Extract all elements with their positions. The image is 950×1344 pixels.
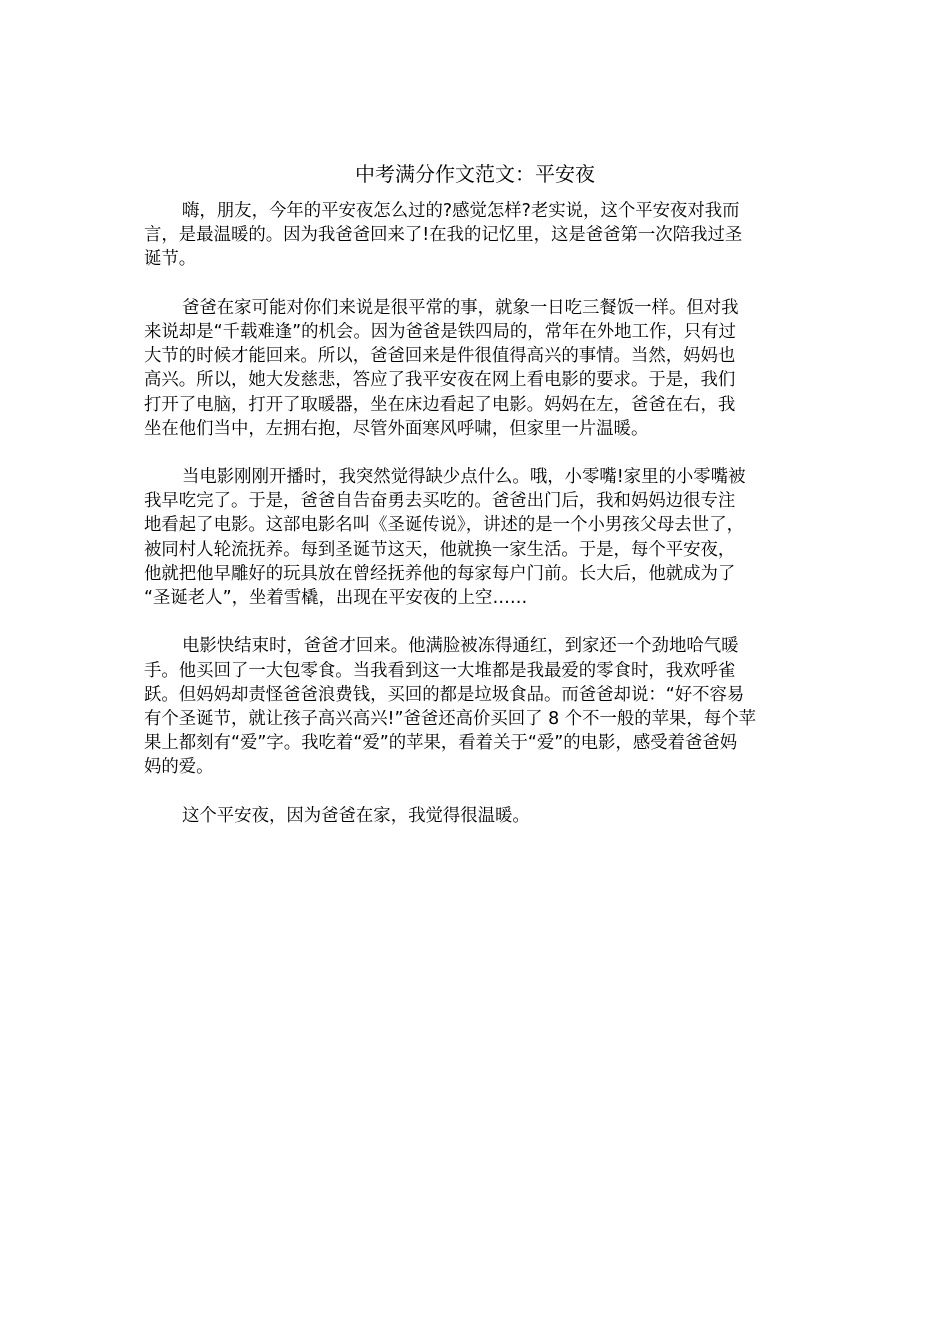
document-body [144,199,814,852]
paragraph-line: 果上都刻有“爱”字。我吃着“爱”的苹果，看着关于“爱”的电影，感受着爸爸妈 [144,733,738,754]
paragraph-line: 我早吃完了。于是，爸爸自告奋勇去买吃的。爸爸出门后，我和妈妈边很专注 [144,491,736,512]
paragraph-line: 有个圣诞节，就让孩子高兴高兴!”爸爸还高价买回了 8 个不一般的苹果，每个苹 [144,708,756,729]
paragraph-line: 大节的时候才能回来。所以，爸爸回来是件很值得高兴的事情。当然，妈妈也 [144,346,736,367]
document-title: 中考满分作文范文：平安夜 [355,162,595,186]
paragraph-line: 当电影刚刚开播时，我突然觉得缺少点什么。哦，小零嘴!家里的小零嘴被 [182,467,746,488]
paragraph-line: 打开了电脑，打开了取暖器，坐在床边看起了电影。妈妈在左，爸爸在右，我 [144,394,736,415]
paragraph-line: “圣诞老人”，坐着雪橇，出现在平安夜的上空…… [144,588,528,608]
paragraph-5 [144,804,814,828]
paragraph-line: 这个平安夜，因为爸爸在家，我觉得很温暖。 [182,805,530,826]
paragraph-line: 被同村人轮流抚养。每到圣诞节这天，他就换一家生活。于是，每个平安夜， [144,539,736,560]
paragraph-1 [144,199,814,272]
paragraph-line: 高兴。所以，她大发慈悲，答应了我平安夜在网上看电影的要求。于是，我们 [144,370,736,391]
paragraph-line: 手。他买回了一大包零食。当我看到这一大堆都是我最爱的零食时，我欢呼雀 [144,660,736,681]
paragraph-2 [144,296,814,441]
paragraph-line: 嗨，朋友，今年的平安夜怎么过的?感觉怎样?老实说，这个平安夜对我而 [182,201,740,221]
paragraph-line: 跃。但妈妈却责怪爸爸浪费钱，买回的都是垃圾食品。而爸爸却说：“好不容易 [144,684,745,705]
paragraph-line: 电影快结束时，爸爸才回来。他满脸被冻得通红，到家还一个劲地哈气暖 [182,636,739,657]
paragraph-line: 爸爸在家可能对你们来说是很平常的事，就象一日吃三餐饭一样。但对我 [182,297,739,318]
paragraph-line: 他就把他早雕好的玩具放在曾经抚养他的每家每户门前。长大后，他就成为了 [144,563,736,584]
paragraph-line: 言，是最温暖的。因为我爸爸回来了!在我的记忆里，这是爸爸第一次陪我过圣 [144,225,743,246]
paragraph-line: 地看起了电影。这部电影名叫《圣诞传说》，讲述的是一个小男孩父母去世了， [144,515,744,536]
paragraph-line: 诞节。 [144,249,197,270]
paragraph-line: 来说却是“千载难逢”的机会。因为爸爸是铁四局的，常年在外地工作，只有过 [144,321,736,342]
paragraph-line: 坐在他们当中，左拥右抱，尽管外面寒风呼啸，但家里一片温暖。 [144,418,649,439]
paragraph-3 [144,465,814,610]
paragraph-line: 妈的爱。 [144,757,214,778]
paragraph-4 [144,634,814,779]
